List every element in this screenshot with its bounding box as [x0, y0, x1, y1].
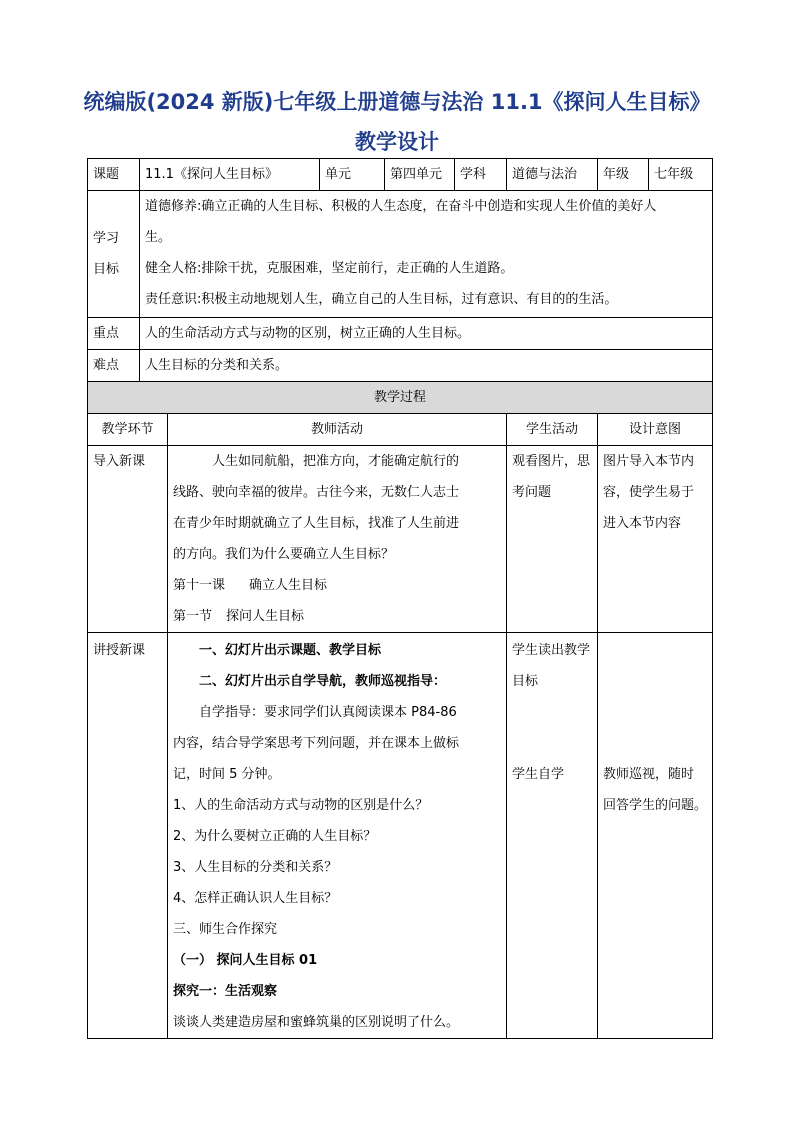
new-lesson-teacher-activity	[168, 633, 507, 1039]
intro-teacher-line: 人生如同航船，把准方向，才能确定航行的	[212, 454, 460, 469]
question-line: 1、人的生命活动方式与动物的区别是什么？	[173, 798, 429, 813]
section-number: 第一节	[173, 609, 213, 624]
explore-1: 探究一：生活观察	[173, 984, 278, 999]
intro-intent-line: 图片导入本节内	[603, 454, 695, 469]
new-lesson-student-activity	[507, 633, 598, 1039]
process-header-row	[88, 382, 713, 414]
lesson-title: 确立人生目标	[249, 578, 328, 593]
intro-student-line: 考问题	[512, 485, 552, 500]
guide-line: 自学指导：要求同学们认真阅读课本 P84-86	[199, 705, 457, 720]
objective-line: 生。	[145, 230, 172, 245]
difficulty-label: 难点	[88, 350, 140, 382]
objective-line: 道德修养:确立正确的人生目标、积极的人生态度，在奋斗中创造和实现人生价值的美好人	[145, 199, 657, 214]
student-self-study: 学生自学	[512, 767, 565, 782]
difficulty-value: 人生目标的分类和关系。	[140, 350, 713, 382]
objectives-label-line1: 学习	[93, 231, 120, 246]
difficulty-row	[88, 350, 713, 382]
part-1: （一） 探问人生目标 01	[173, 953, 318, 968]
new-lesson-design-intent	[598, 633, 713, 1039]
unit-label: 单元	[320, 159, 385, 191]
topic-label: 课题	[88, 159, 140, 191]
intro-student-line: 观看图片，思	[512, 454, 591, 469]
question-line: 4、怎样正确认识人生目标？	[173, 891, 338, 906]
guide-line: 记，时间 5 分钟。	[173, 767, 281, 782]
process-header: 教学过程	[88, 382, 713, 414]
objectives-row	[88, 191, 713, 318]
intro-teacher-activity	[168, 446, 507, 633]
section-line	[173, 601, 501, 632]
question-line: 2、为什么要树立正确的人生目标？	[173, 829, 377, 844]
student-line: 学生读出教学	[512, 643, 591, 658]
info-row	[88, 159, 713, 191]
student-line: 目标	[512, 674, 539, 689]
objectives-label-line2: 目标	[93, 262, 120, 277]
key-point-row	[88, 318, 713, 350]
grade-label: 年级	[598, 159, 649, 191]
column-header-stage: 教学环节	[88, 414, 168, 446]
step-3: 三、师生合作探究	[173, 922, 278, 937]
intro-design-intent	[598, 446, 713, 633]
key-point-value: 人的生命活动方式与动物的区别，树立正确的人生目标。	[140, 318, 713, 350]
subject-label: 学科	[455, 159, 507, 191]
intro-teacher-line: 的方向。我们为什么要确立人生目标？	[173, 547, 395, 562]
intro-teacher-line: 线路、驶向幸福的彼岸。古往今来，无数仁人志士	[173, 485, 460, 500]
intro-teacher-line: 在青少年时期就确立了人生目标，找准了人生前进	[173, 516, 460, 531]
intro-stage: 导入新课	[88, 446, 168, 633]
lesson-line	[173, 570, 501, 601]
question-line: 3、人生目标的分类和关系？	[173, 860, 338, 875]
subject-value: 道德与法治	[507, 159, 598, 191]
key-point-label: 重点	[88, 318, 140, 350]
lesson-number: 第十一课	[173, 578, 226, 593]
column-header-teacher: 教师活动	[168, 414, 507, 446]
step-1: 一、幻灯片出示课题、教学目标	[199, 643, 382, 658]
unit-value: 第四单元	[385, 159, 455, 191]
document-title-line1: 统编版(2024 新版)七年级上册道德与法治 11.1《探问人生目标》	[83, 90, 711, 114]
intro-student-activity	[507, 446, 598, 633]
column-header-intent: 设计意图	[598, 414, 713, 446]
objective-line: 责任意识:积极主动地规划人生，确立自己的人生目标，过有意识、有目的的生活。	[145, 292, 618, 307]
intro-intent-line: 容，使学生易于	[603, 485, 695, 500]
column-header-row	[88, 414, 713, 446]
new-lesson-row	[88, 633, 713, 1039]
new-lesson-stage: 讲授新课	[88, 633, 168, 1039]
guide-line: 内容，结合导学案思考下列问题，并在课本上做标	[173, 736, 460, 751]
section-title: 探问人生目标	[226, 609, 305, 624]
lesson-plan-table	[87, 158, 713, 1039]
column-header-student: 学生活动	[507, 414, 598, 446]
objectives-content	[140, 191, 713, 318]
objective-line: 健全人格:排除干扰，克服困难，坚定前行，走正确的人生道路。	[145, 261, 514, 276]
intro-row	[88, 446, 713, 633]
explore-1-text: 谈谈人类建造房屋和蜜蜂筑巢的区别说明了什么。	[173, 1015, 460, 1030]
topic-value: 11.1《探问人生目标》	[140, 159, 320, 191]
document-title-line2: 教学设计	[355, 130, 439, 154]
objectives-label	[88, 191, 140, 318]
step-2: 二、幻灯片出示自学导航，教师巡视指导：	[199, 674, 447, 689]
intent-line: 教师巡视，随时	[603, 767, 695, 782]
intro-intent-line: 进入本节内容	[603, 516, 682, 531]
intent-line: 回答学生的问题。	[603, 798, 708, 813]
grade-value: 七年级	[649, 159, 713, 191]
